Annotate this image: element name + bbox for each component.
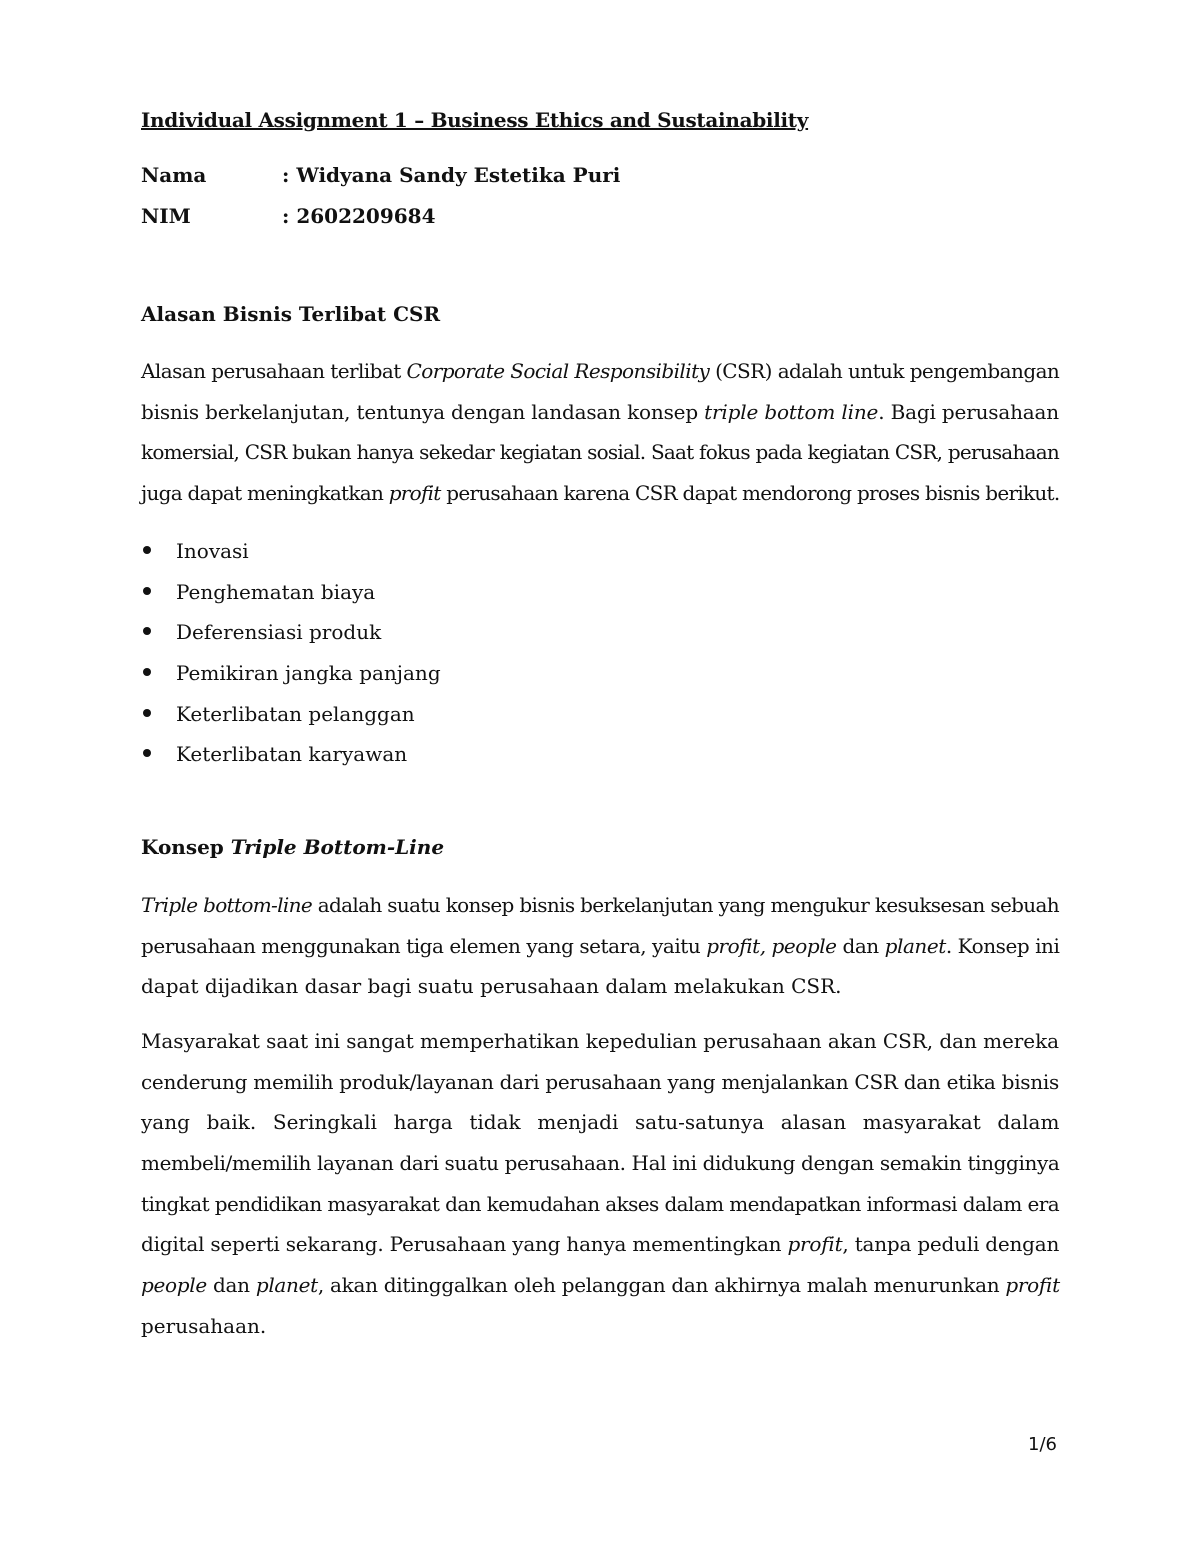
- list-item: [141, 612, 441, 653]
- document-title: Individual Assignment 1 – Business Ethics and Sustainability: [141, 108, 809, 132]
- italic-term: profit: [787, 1232, 843, 1257]
- text-run: juga dapat meningkatkan: [141, 481, 389, 506]
- text-run: perusahaan karena CSR dapat mendorong proses bisnis berikut.: [440, 481, 1060, 506]
- text-run: . Bagi perusahaan: [878, 399, 1059, 424]
- text-line: komersial, CSR bukan hanya sekedar kegiatan sosial. Saat fokus pada kegiatan CSR, perusahaan: [141, 440, 1059, 465]
- italic-term: profit: [388, 481, 441, 506]
- heading-italic-text: Triple Bottom-Line: [230, 835, 445, 859]
- text-run: adalah suatu konsep bisnis berkelanjutan yang mengukur kesuksesan sebuah: [312, 893, 1059, 917]
- text-line: [141, 885, 1059, 926]
- nim-value: : 2602209684: [282, 204, 436, 228]
- text-line: [141, 392, 1059, 433]
- italic-term: planet: [884, 933, 946, 958]
- list-item: [141, 572, 441, 613]
- name-value: : Widyana Sandy Estetika Puri: [282, 163, 621, 187]
- italic-term: profit, people: [706, 933, 837, 958]
- italic-term: profit: [1005, 1273, 1060, 1298]
- italic-term: people: [141, 1273, 207, 1298]
- text-run: Alasan perusahaan terlibat: [141, 359, 407, 383]
- bullet-icon: [143, 709, 151, 717]
- text-run: dan: [206, 1273, 256, 1298]
- bullet-icon: [143, 749, 151, 757]
- bullet-icon: [143, 627, 151, 635]
- text-line: [141, 926, 1059, 967]
- text-line: [141, 1265, 1059, 1306]
- list-item: [141, 694, 441, 735]
- bullet-list: [141, 531, 441, 775]
- text-line: tingkat pendidikan masyarakat dan kemudahan akses dalam mendapatkan informasi dalam era: [141, 1191, 1060, 1216]
- list-item: [141, 653, 441, 694]
- name-label: Nama: [141, 163, 207, 187]
- list-item-text: Inovasi: [176, 539, 249, 563]
- text-line: [141, 1224, 1059, 1265]
- nim-field: [141, 204, 436, 228]
- heading-text: Konsep: [141, 835, 231, 859]
- page-number: 1/6: [1028, 1434, 1057, 1455]
- paragraph-tbl-definition: [141, 885, 1059, 1007]
- text-run: . Konsep ini: [945, 933, 1060, 958]
- paragraph-society: [141, 1021, 1059, 1347]
- text-run: bisnis berkelanjutan, tentunya dengan landasan konsep: [141, 399, 705, 424]
- paragraph-csr-reasons: [141, 351, 1059, 514]
- text-run: , akan ditinggalkan oleh pelanggan dan akhirnya malah menurunkan: [317, 1273, 1006, 1298]
- text-run: dan: [836, 933, 885, 958]
- text-line: [141, 351, 1059, 392]
- text-line: [141, 473, 1059, 514]
- text-line: yang baik. Seringkali harga tidak menjadi satu-satunya alasan masyarakat dalam: [141, 1110, 1060, 1135]
- italic-term: planet: [255, 1273, 318, 1298]
- text-run: (CSR) adalah untuk pengembangan: [709, 359, 1060, 383]
- nim-label: NIM: [141, 204, 191, 228]
- list-item-text: Pemikiran jangka panjang: [176, 661, 441, 686]
- bullet-icon: [143, 587, 151, 595]
- text-run: digital seperti sekarang. Perusahaan yang hanya mementingkan: [141, 1232, 788, 1257]
- text-run: , tanpa peduli dengan: [842, 1232, 1060, 1257]
- list-item-text: Keterlibatan pelanggan: [176, 701, 415, 726]
- italic-term: triple bottom line: [704, 399, 879, 424]
- bullet-icon: [143, 668, 151, 676]
- text-line: dapat dijadikan dasar bagi suatu perusahaan dalam melakukan CSR.: [141, 974, 842, 999]
- bullet-icon: [143, 546, 151, 554]
- list-item-text: Keterlibatan karyawan: [176, 742, 408, 767]
- text-line: Masyarakat saat ini sangat memperhatikan kepedulian perusahaan akan CSR, dan mereka: [141, 1029, 1059, 1053]
- italic-term: Triple bottom-line: [141, 893, 313, 917]
- text-run: perusahaan menggunakan tiga elemen yang setara, yaitu: [141, 933, 707, 958]
- list-item: [141, 531, 441, 572]
- text-line: perusahaan.: [141, 1313, 267, 1338]
- text-line: membeli/memilih layanan dari suatu perusahaan. Hal ini didukung dengan semakin tingginya: [141, 1151, 1060, 1176]
- section-heading-csr: Alasan Bisnis Terlibat CSR: [141, 302, 441, 326]
- italic-term: Corporate Social Responsibility: [406, 359, 710, 383]
- list-item: [141, 734, 441, 775]
- list-item-text: Deferensiasi produk: [176, 620, 382, 645]
- text-line: cenderung memilih produk/layanan dari perusahaan yang menjalankan CSR dan etika bisnis: [141, 1069, 1059, 1094]
- list-item-text: Penghematan biaya: [176, 579, 376, 604]
- section-heading-tbl: [141, 835, 444, 859]
- name-field: [141, 163, 620, 187]
